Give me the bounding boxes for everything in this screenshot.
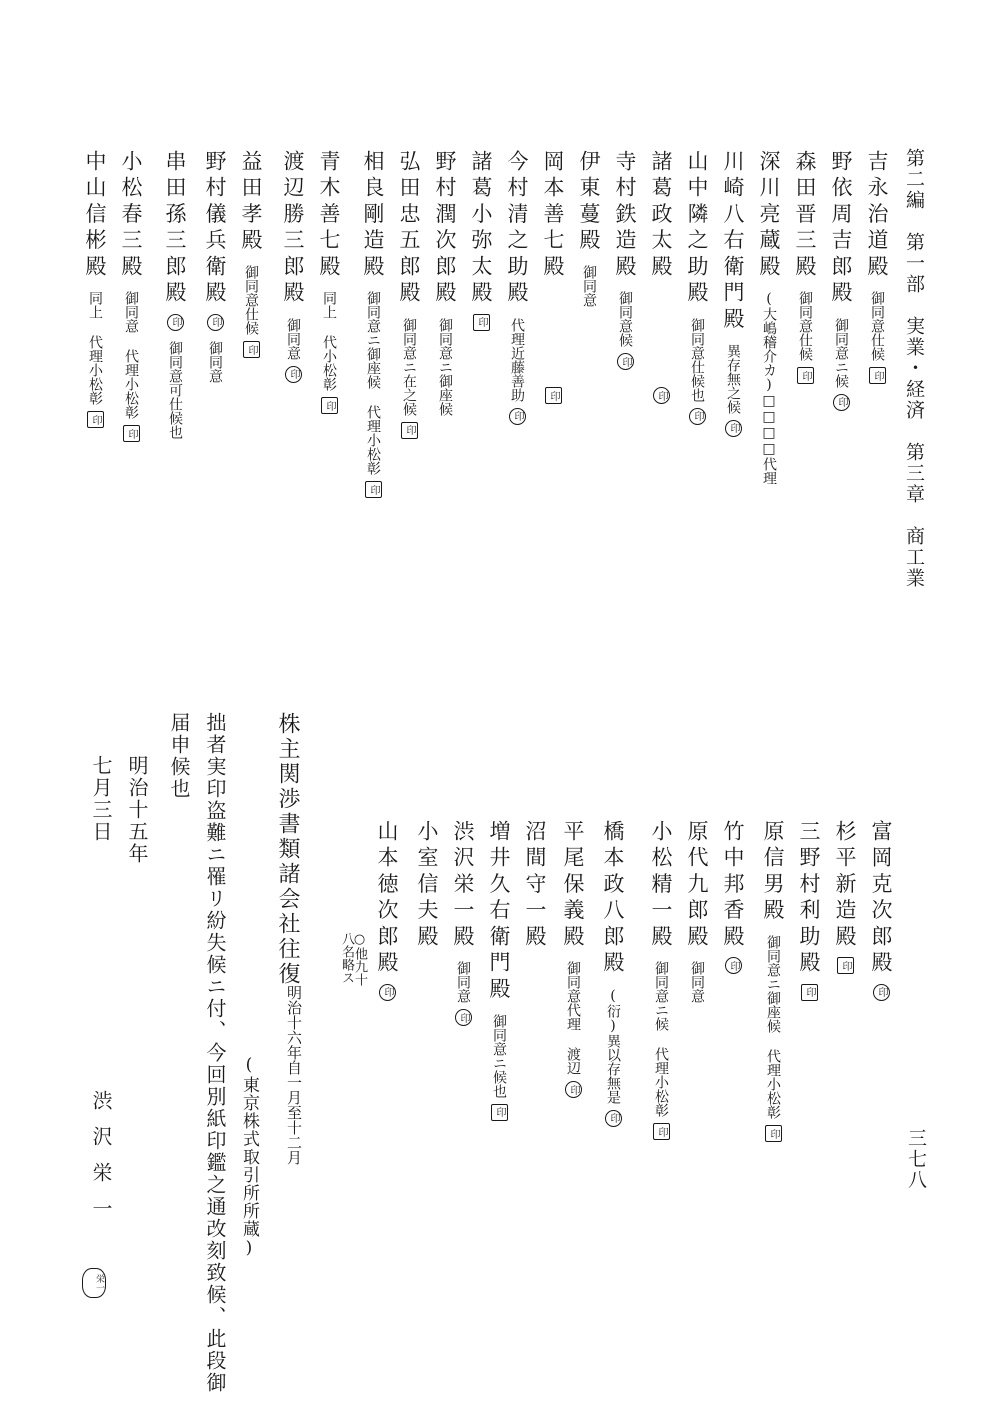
seal-icon: 印: [87, 411, 104, 428]
seal-icon: 印: [605, 1110, 622, 1127]
list-item: 渡辺勝三郎殿御同意印: [282, 150, 303, 383]
list-item: 野村潤次郎殿御同意ニ御座候: [433, 150, 457, 416]
list-item: 益田孝殿御同意仕候印: [240, 150, 261, 358]
list-item: 橋本政八郎殿(衍)異以存無是印: [602, 820, 623, 1127]
section-title: 株主関渉書類諸会社往復: [275, 712, 300, 987]
list-item: 山本徳次郎殿印: [376, 820, 397, 1001]
list-item: 小松春三殿御同意 代理小松彰印: [120, 150, 141, 442]
list-item: 中山信彬殿同上 代理小松彰印: [84, 150, 105, 428]
list-item: 弘田忠五郎殿御同意ニ在之候印: [398, 150, 419, 439]
seal-icon: 印: [797, 367, 814, 384]
list-item: 諸葛政太殿印: [650, 150, 671, 404]
list-item: 深川亮蔵殿(大嶋稽介カ)□□□□代理: [757, 150, 781, 486]
list-item: 山中隣之助殿御同意仕候也印: [686, 150, 707, 425]
letter-signer: 渋沢栄一: [89, 1090, 113, 1234]
list-item: 相良剛造殿御同意ニ御座候 代理小松彰印: [362, 150, 383, 498]
seal-icon: 印: [207, 314, 224, 331]
section-period: 明治十六年自一月至十二月: [285, 985, 303, 1165]
seal-icon: 印: [725, 420, 742, 437]
running-header: 第二編 第一部 実業・経済 第三章 商工業: [903, 148, 925, 589]
list-item: 串田孫三郎殿印御同意可仕候也: [163, 150, 187, 439]
list-item: 小室信夫殿: [415, 820, 439, 952]
signer-seal: [82, 1262, 107, 1298]
seal-icon: 印: [509, 408, 526, 425]
list-item: 青木善七殿同上 代小松彰印: [318, 150, 339, 414]
list-item: 野依周吉郎殿御同意ニ候印: [830, 150, 851, 411]
list-item: 諸葛小弥太殿印: [470, 150, 491, 331]
seal-icon: 印: [455, 1009, 472, 1026]
list-item: 寺村鉄造殿御同意候印: [614, 150, 635, 370]
letter-date: 七月三日: [89, 755, 113, 843]
seal-icon: 印: [565, 1081, 582, 1098]
seal-icon: 栄一: [82, 1268, 106, 1298]
seal-icon: 印: [365, 481, 382, 498]
seal-icon: 印: [243, 341, 260, 358]
seal-icon: 印: [545, 387, 562, 404]
seal-icon: 印: [473, 314, 490, 331]
seal-icon: 印: [869, 367, 886, 384]
list-item: 沼間守一殿: [523, 820, 547, 952]
letter-era: 明治十五年: [125, 755, 149, 865]
seal-icon: 印: [833, 394, 850, 411]
list-item: 吉永治道殿御同意仕候印: [866, 150, 887, 384]
seal-icon: 印: [725, 957, 742, 974]
list-item: 岡本善七殿印: [542, 150, 563, 404]
seal-icon: 印: [653, 1123, 670, 1140]
list-item: 川崎八右衛門殿異存無之候印: [722, 150, 743, 437]
seal-icon: 印: [873, 984, 890, 1001]
list-item: 渋沢栄一殿御同意印: [452, 820, 473, 1026]
list-item: 伊東蔓殿御同意: [577, 150, 601, 307]
seal-icon: 印: [401, 422, 418, 439]
list-item: 原代九郎殿御同意: [685, 820, 709, 1004]
seal-icon: 印: [321, 397, 338, 414]
list-item: 今村清之助殿代理近藤善助印: [506, 150, 527, 425]
seal-icon: 印: [491, 1104, 508, 1121]
list-item: 杉平新造殿印: [834, 820, 855, 974]
list-item: 平尾保義殿御同意代理 渡辺印: [562, 820, 583, 1098]
list-item: 森田晋三殿御同意仕候印: [794, 150, 815, 384]
seal-icon: 印: [801, 984, 818, 1001]
body-line-1: 拙者実印盗難ニ罹リ紛失候ニ付、今回別紙印鑑之通改刻致候、此段御: [203, 712, 227, 1394]
section-source: (東京株式取引所所蔵): [239, 1055, 259, 1259]
seal-icon: 印: [167, 314, 184, 331]
list-item: 増井久右衛門殿御同意ニ候也印: [488, 820, 509, 1121]
seal-icon: 印: [765, 1125, 782, 1142]
list-item: 富岡克次郎殿印: [870, 820, 891, 1001]
seal-icon: 印: [285, 366, 302, 383]
list-item: 竹中邦香殿印: [722, 820, 743, 974]
omission-note: ○他九十八名略ス: [339, 932, 367, 986]
seal-icon: 印: [837, 957, 854, 974]
body-line-2: 届申候也: [167, 712, 191, 800]
seal-icon: 印: [689, 408, 706, 425]
list-item: 野村儀兵衛殿印御同意: [203, 150, 227, 383]
list-item: 三野村利助殿印: [798, 820, 819, 1001]
page-number: 三七八: [905, 1128, 927, 1191]
seal-icon: 印: [379, 984, 396, 1001]
list-item: 原信男殿御同意ニ御座候 代理小松彰印: [762, 820, 783, 1142]
list-item: 小松精一殿御同意ニ候 代理小松彰印: [650, 820, 671, 1140]
seal-icon: 印: [617, 353, 634, 370]
seal-icon: 印: [123, 425, 140, 442]
seal-icon: 印: [653, 387, 670, 404]
